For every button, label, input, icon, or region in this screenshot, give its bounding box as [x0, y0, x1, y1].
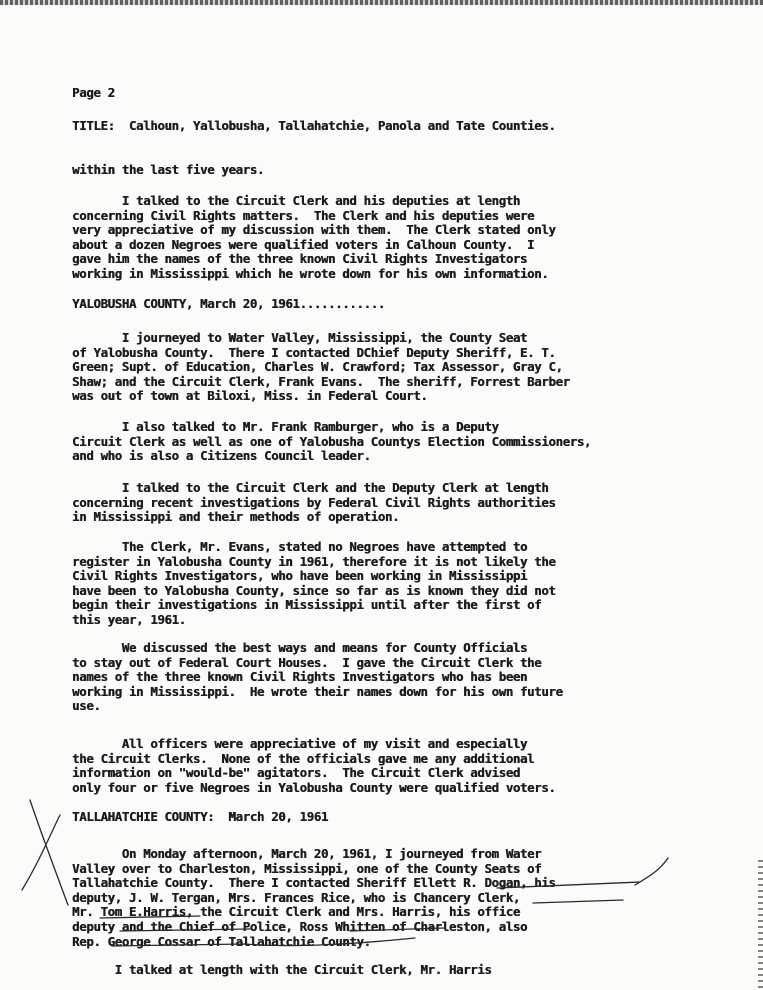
paragraph-4-line-0: I also talked to Mr. Frank Ramburger, who is a Deputy	[72, 419, 499, 434]
paragraph-1-line-2: very appreciative of my discussion with them. The Clerk stated only	[72, 222, 556, 238]
paragraph-10-line-4: Mr. Tom E.Harris, the Circuit Clerk and Mrs. Harris, his office	[72, 904, 520, 920]
paragraph-6-line-1: register in Yalobusha County in 1961, therefore it is not likely the	[72, 553, 556, 569]
paragraph-4-line-2: and who is also a Citizens Council leader.	[72, 448, 371, 464]
paragraph-6-line-4: begin their investigations in Mississippi until after the first of	[72, 597, 542, 613]
paragraph-3-line-4: was out of town at Biloxi, Miss. in Federal Court.	[72, 388, 428, 404]
paragraph-6-line-3: have been to Yalobusha County, since so far as is known they did not	[72, 582, 556, 598]
paragraph-8-line-1: the Circuit Clerks. None of the officials gave me any additional	[72, 750, 535, 766]
paragraph-8-line-3: only four or five Negroes in Yalobusha County were qualified voters.	[72, 779, 556, 795]
paragraph-5-line-2: in Mississippi and their methods of operation.	[72, 509, 400, 525]
paragraph-7-line-2: names of the three known Civil Rights Investigators who has been	[72, 669, 528, 685]
paragraph-10-line-5: deputy and the Chief of Police, Ross Whitten of Charleston, also	[72, 919, 528, 934]
paragraph-3-line-3: Shaw; and the Circuit Clerk, Frank Evans. The sheriff, Forrest Barber	[72, 373, 570, 389]
paragraph-1-line-4: gave him the names of the three known Civil Rights Investigators	[72, 251, 528, 267]
paragraph-7-line-1: to stay out of Federal Court Houses. I gave the Circuit Clerk the	[72, 654, 542, 670]
paragraph-8-line-0: All officers were appreciative of my visit and especially	[72, 736, 528, 751]
paragraph-7-line-4: use.	[72, 698, 101, 714]
paragraph-5-line-1: concerning recent investigations by Federal Civil Rights authorities	[72, 494, 556, 510]
paragraph-4-line-1: Circuit Clerk as well as one of Yalobusha Countys Election Commissioners,	[72, 433, 592, 449]
paragraph-1-line-1: concerning Civil Rights matters. The Clerk and his deputies were	[72, 207, 535, 223]
paragraph-7-line-0: We discussed the best ways and means for County Officials	[72, 640, 528, 655]
paragraph-3-line-2: Green; Supt. of Education, Charles W. Crawford; Tax Assessor, Gray C,	[72, 359, 563, 375]
paragraph-3-line-0: I journeyed to Water Valley, Mississippi, the County Seat	[72, 330, 528, 345]
paragraph-1-line-0: I talked to the Circuit Clerk and his deputies at length	[72, 193, 520, 208]
paragraph-6-line-0: The Clerk, Mr. Evans, stated no Negroes have attempted to	[72, 539, 528, 554]
document-title: TITLE: Calhoun, Yallobusha, Tallahatchie, Panola and Tate Counties.	[72, 118, 556, 133]
paragraph-10-line-2: Tallahatchie County. There I contacted Sheriff Ellett R. Dogan, his	[72, 875, 556, 891]
paragraph-1-line-3: about a dozen Negroes were qualified voters in Calhoun County. I	[72, 236, 535, 252]
paragraph-10-line-1: Valley over to Charleston, Mississippi, one of the County Seats of	[72, 860, 542, 876]
paragraph-10-line-3: deputy, J. W. Tergan, Mrs. Frances Rice, who is Chancery Clerk,	[72, 889, 520, 905]
paragraph-6-line-5: this year, 1961.	[72, 612, 186, 627]
paragraph-1-line-5: working in Mississippi which he wrote down for his own information.	[72, 266, 549, 281]
paragraph-9-line-0: TALLAHATCHIE COUNTY: March 20, 1961	[72, 809, 328, 824]
paragraph-5-line-0: I talked to the Circuit Clerk and the Deputy Clerk at length	[72, 480, 549, 495]
paragraph-11-line-0: I talked at length with the Circuit Clerk, Mr. Harris	[72, 962, 492, 977]
paragraph-0-line-0: within the last five years.	[72, 162, 264, 177]
paragraph-8-line-2: information on "would-be" agitators. The Circuit Clerk advised	[72, 765, 520, 781]
paragraph-10-line-0: On Monday afternoon, March 20, 1961, I journeyed from Water	[72, 846, 542, 861]
paragraph-6-line-2: Civil Rights Investigators, who have been working in Mississippi	[72, 568, 528, 584]
page-number: Page 2	[72, 85, 115, 100]
paragraph-2-line-0: YALOBUSHA COUNTY, March 20, 1961............	[72, 296, 385, 311]
paragraph-3-line-1: of Yalobusha County. There I contacted DChief Deputy Sheriff, E. T.	[72, 344, 556, 360]
paragraph-7-line-3: working in Mississippi. He wrote their names down for his own future	[72, 683, 563, 699]
paragraph-10-line-6: Rep. George Cossar of Tallahatchie County.	[72, 933, 371, 949]
